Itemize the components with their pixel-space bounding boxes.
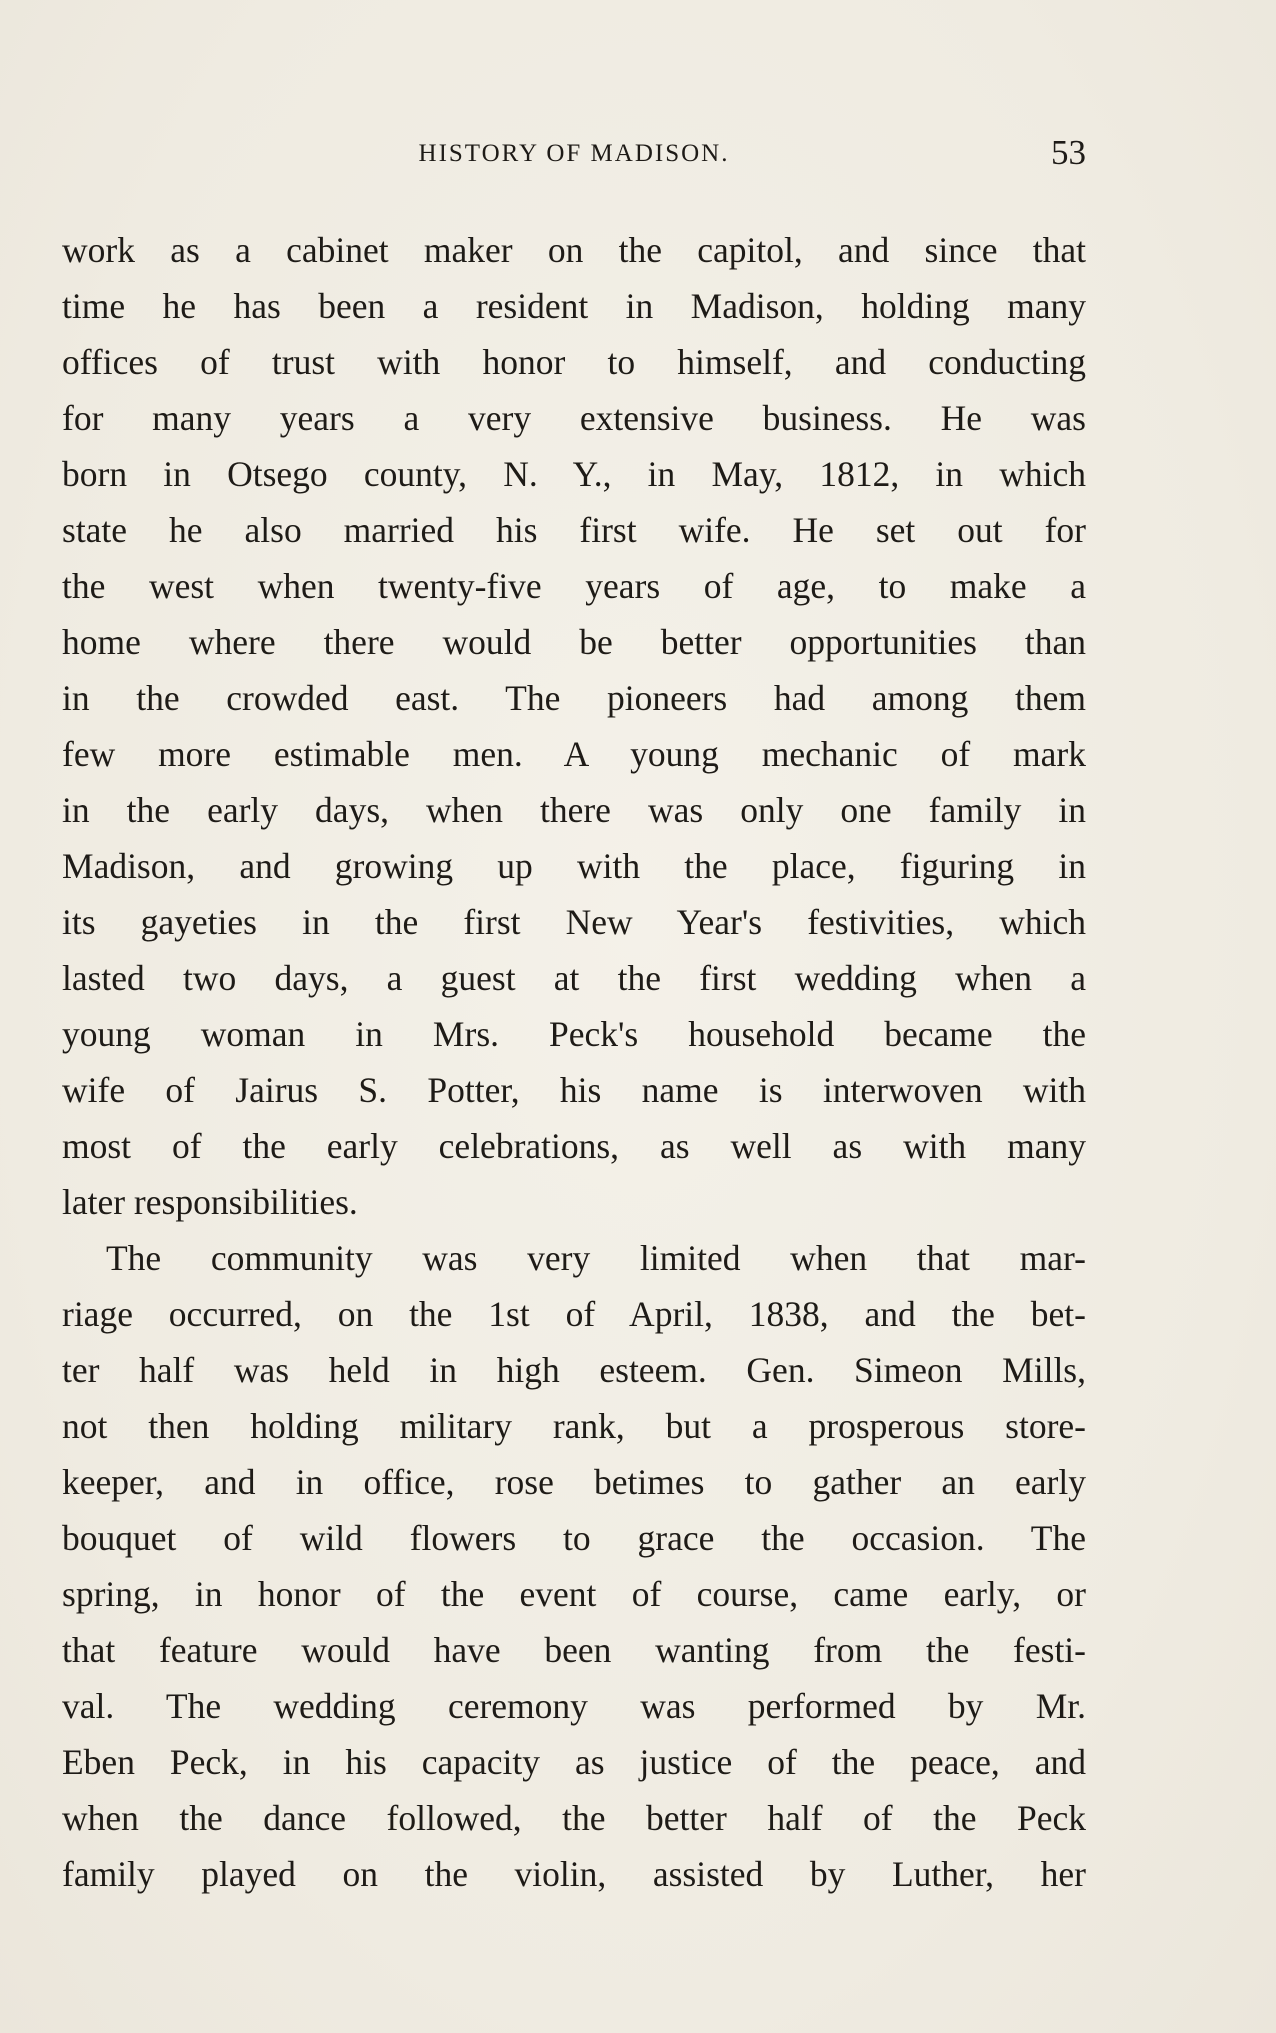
text-line: most of the early celebrations, as well as with many	[62, 1126, 1086, 1166]
text-line: family played on the violin, assisted by Luther, her	[62, 1854, 1086, 1894]
text-line: lasted two days, a guest at the first wedding when a	[62, 958, 1086, 998]
text-line: spring, in honor of the event of course, came early, or	[62, 1574, 1086, 1614]
text-line: Eben Peck, in his capacity as justice of the peace, and	[62, 1742, 1086, 1782]
text-line: when the dance followed, the better half of the Peck	[62, 1798, 1086, 1838]
text-line: young woman in Mrs. Peck's household became the	[62, 1014, 1086, 1054]
text-line: that feature would have been wanting from the festi-	[62, 1630, 1086, 1670]
text-line: riage occurred, on the 1st of April, 1838, and the bet-	[62, 1294, 1086, 1334]
text-line: born in Otsego county, N. Y., in May, 1812, in which	[62, 454, 1086, 494]
text-line: its gayeties in the first New Year's festivities, which	[62, 902, 1086, 942]
running-head	[62, 134, 1086, 174]
text-line: for many years a very extensive business. He was	[62, 398, 1086, 438]
text-line: wife of Jairus S. Potter, his name is interwoven with	[62, 1070, 1086, 1110]
text-line: bouquet of wild flowers to grace the occasion. The	[62, 1518, 1086, 1558]
page-number: 53	[1051, 133, 1086, 172]
text-line: in the crowded east. The pioneers had among them	[62, 678, 1086, 718]
text-line: The community was very limited when that mar-	[106, 1238, 1086, 1278]
text-line: later responsibilities.	[62, 1182, 358, 1222]
page-header-title: HISTORY OF MADISON.	[418, 140, 730, 167]
text-line: val. The wedding ceremony was performed by Mr.	[62, 1686, 1086, 1726]
text-line: home where there would be better opportunities than	[62, 622, 1086, 662]
text-line: keeper, and in office, rose betimes to gather an early	[62, 1462, 1086, 1502]
text-line: offices of trust with honor to himself, and conducting	[62, 342, 1086, 382]
text-line: ter half was held in high esteem. Gen. Simeon Mills,	[62, 1350, 1086, 1390]
text-line: time he has been a resident in Madison, holding many	[62, 286, 1086, 326]
body-text	[62, 222, 1086, 1902]
text-line: few more estimable men. A young mechanic of mark	[62, 734, 1086, 774]
text-line: in the early days, when there was only one family in	[62, 790, 1086, 830]
text-line: not then holding military rank, but a prosperous store-	[62, 1406, 1086, 1446]
text-line: work as a cabinet maker on the capitol, and since that	[62, 230, 1086, 270]
text-line: state he also married his first wife. He set out for	[62, 510, 1086, 550]
text-line: Madison, and growing up with the place, figuring in	[62, 846, 1086, 886]
text-line: the west when twenty-five years of age, to make a	[62, 566, 1086, 606]
